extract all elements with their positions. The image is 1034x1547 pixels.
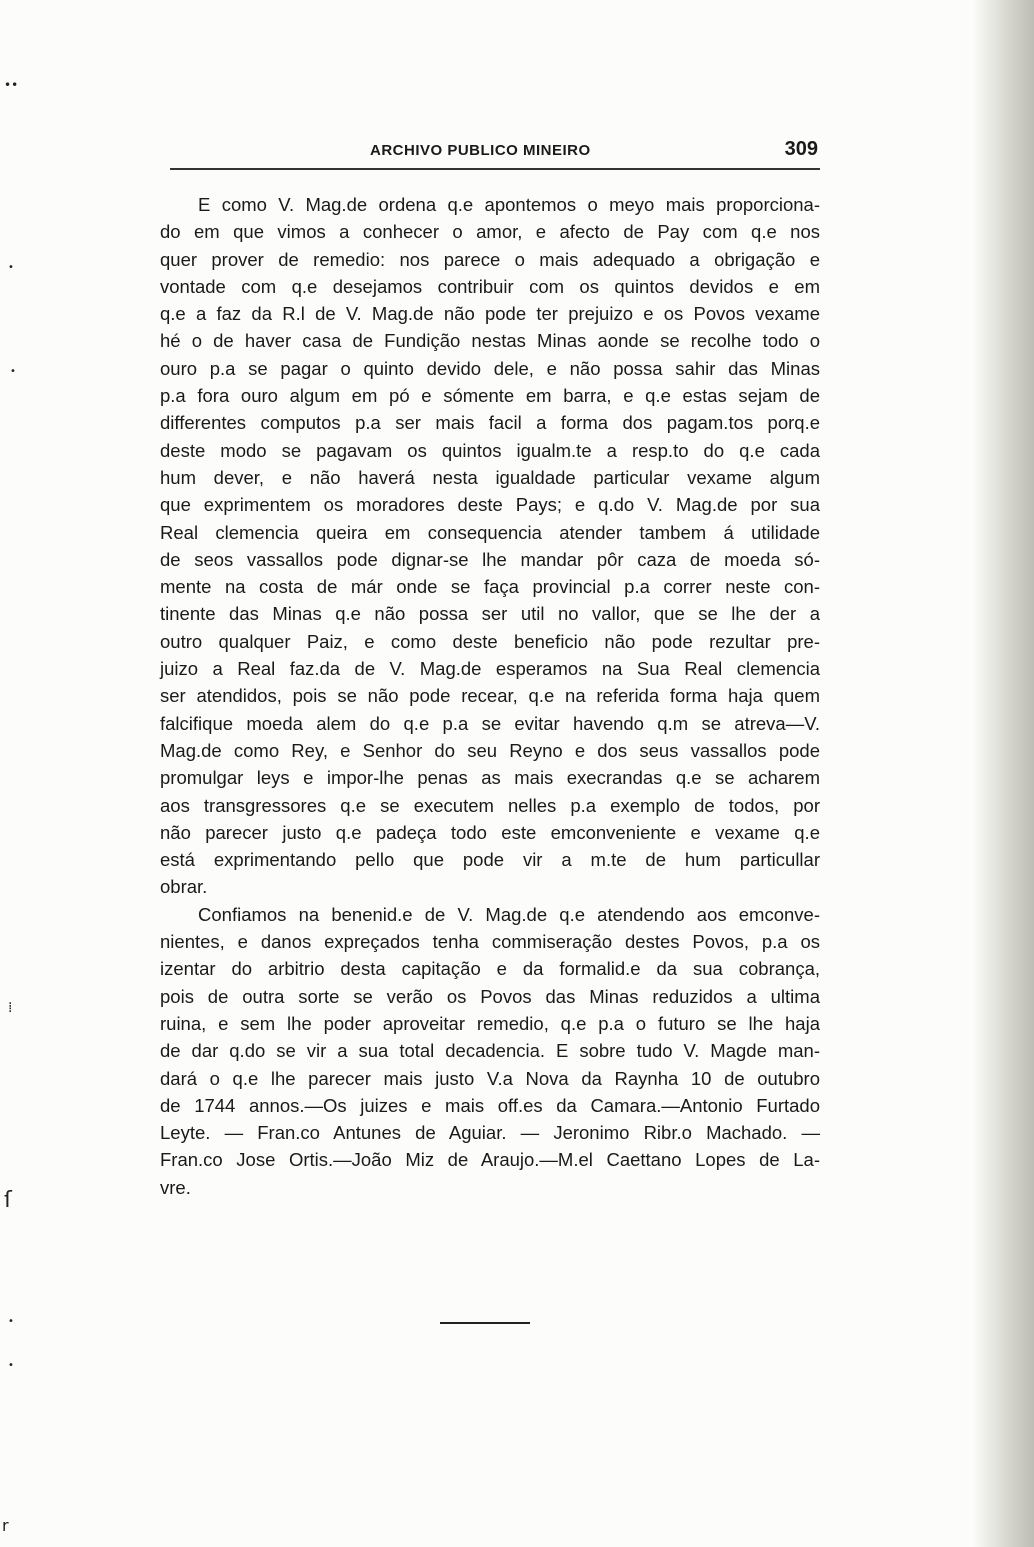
text-line: aos transgressores q.e se executem nelles p.a exemplo de todos, por <box>160 794 820 816</box>
text-line: de seos vassallos pode dignar-se lhe mandar pôr caza de moeda só- <box>160 548 820 570</box>
text-line: do em que vimos a conhecer o amor, e afecto de Pay com q.e nos <box>160 221 820 243</box>
text-line: tinente das Minas q.e não possa ser util no vallor, que se lhe der a <box>160 603 820 625</box>
text-line: pois de outra sorte se verão os Povos das Minas reduzidos a ultima <box>160 985 820 1007</box>
header-rule <box>170 168 820 170</box>
text-line: promulgar leys e impor-lhe penas as mais execrandas q.e se acharem <box>160 767 820 789</box>
margin-speck: •• <box>4 78 19 92</box>
text-line: Leyte. — Fran.co Antunes de Aguiar. — Jeronimo Ribr.o Machado. — <box>160 1122 820 1144</box>
margin-speck: r <box>2 1516 9 1535</box>
closing-rule <box>440 1322 530 1324</box>
text-line: Real clemencia queira em consequencia atender tambem á utilidade <box>160 521 820 543</box>
document-body <box>160 191 820 1201</box>
text-line: dará o q.e lhe parecer mais justo V.a Nova da Raynha 10 de outubro <box>160 1067 820 1089</box>
paragraph <box>160 191 820 901</box>
text-line: de dar q.do se vir a sua total decadencia. E sobre tudo V. Magde man- <box>160 1040 820 1062</box>
text-line: deste modo se pagavam os quintos igualm.te a resp.to do q.e cada <box>160 439 820 461</box>
text-line: juizo a Real faz.da de V. Mag.de esperamos na Sua Real clemencia <box>160 658 820 680</box>
margin-speck: • <box>8 1360 14 1371</box>
text-line: outro qualquer Paiz, e como deste beneficio não pode rezultar pre- <box>160 630 820 652</box>
page-number: 309 <box>784 138 818 160</box>
text-line: ouro p.a se pagar o quinto devido dele, e não possa sahir das Minas <box>160 357 820 379</box>
text-line: vre. <box>160 1176 191 1198</box>
text-line: p.a fora ouro algum em pó e sómente em barra, e q.e estas sejam de <box>160 385 820 407</box>
text-line: izentar do arbitrio desta capitação e da formalid.e da sua cobrança, <box>160 958 820 980</box>
page-edge-shadow <box>972 0 1034 1547</box>
text-line: ser atendidos, pois se não pode recear, q.e na referida forma haja quem <box>160 685 820 707</box>
margin-speck: • <box>8 262 14 273</box>
text-line: E como V. Mag.de ordena q.e apontemos o meyo mais proporciona- <box>198 194 820 215</box>
margin-speck: • <box>8 1316 14 1327</box>
running-header <box>160 140 820 170</box>
text-line: obrar. <box>160 876 208 898</box>
text-line: hé o de haver casa de Fundição nestas Minas aonde se recolhe todo o <box>160 330 820 352</box>
paragraph <box>160 901 820 1201</box>
margin-speck: ſ <box>4 1188 12 1213</box>
text-line: ruina, e sem lhe poder aproveitar remedio, q.e p.a o futuro se lhe haja <box>160 1012 820 1034</box>
text-line: mente na costa de már onde se faça provincial p.a correr neste con- <box>160 576 820 598</box>
text-line: Fran.co Jose Ortis.—João Miz de Araujo.—M.el Caettano Lopes de La- <box>160 1149 820 1171</box>
text-line: nientes, e danos expreçados tenha commiseração destes Povos, p.a os <box>160 931 820 953</box>
text-line: hum dever, e não haverá nesta igualdade particular vexame algum <box>160 466 820 488</box>
text-line: de 1744 annos.—Os juizes e mais off.es da Camara.—Antonio Furtado <box>160 1094 820 1116</box>
text-line: Mag.de como Rey, e Senhor do seu Reyno e dos seus vassallos pode <box>160 739 820 761</box>
running-title: ARCHIVO PUBLICO MINEIRO <box>370 142 591 159</box>
text-line: não parecer justo q.e padeça todo este emconveniente e vexame q.e <box>160 821 820 843</box>
text-line: falcifique moeda alem do q.e p.a se evitar havendo q.m se atreva—V. <box>160 712 820 734</box>
text-line: vontade com q.e desejamos contribuir com os quintos devidos e em <box>160 275 820 297</box>
margin-speck: • <box>10 366 16 377</box>
text-line: que exprimentem os moradores deste Pays; e q.do V. Mag.de por sua <box>160 494 820 516</box>
margin-speck: ⁞ <box>8 1000 13 1016</box>
text-line: differentes computos p.a ser mais facil a forma dos pagam.tos porq.e <box>160 412 820 434</box>
text-line: está exprimentando pello que pode vir a m.te de hum particullar <box>160 849 820 871</box>
text-line: Confiamos na benenid.e de V. Mag.de q.e atendendo aos emconve- <box>198 903 820 925</box>
text-line: q.e a faz da R.l de V. Mag.de não pode ter prejuizo e os Povos vexame <box>160 303 820 325</box>
text-line: quer prover de remedio: nos parece o mais adequado a obrigação e <box>160 248 820 270</box>
